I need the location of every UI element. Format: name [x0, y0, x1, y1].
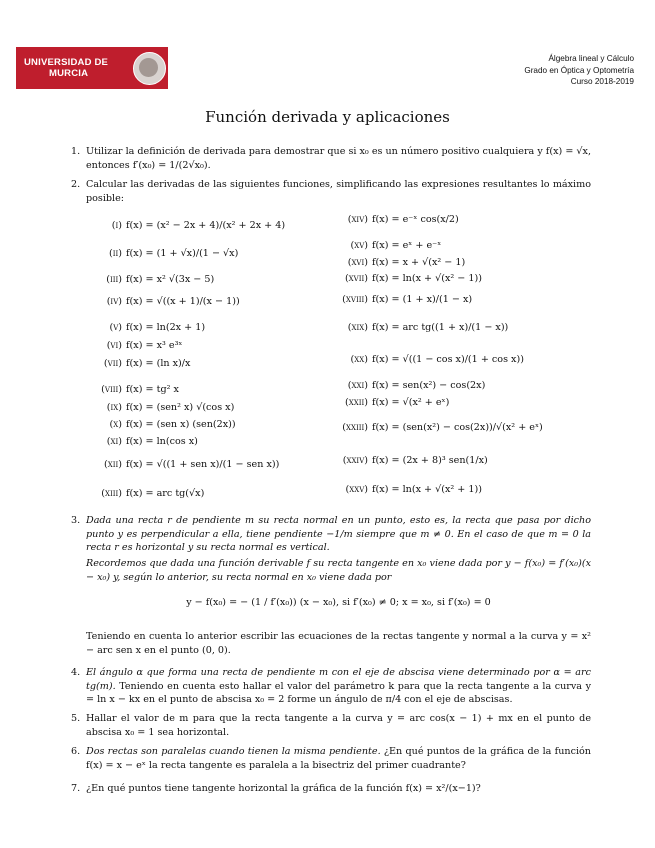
- function-expression: f(x) = e⁻ˣ cos(x/2): [372, 214, 459, 225]
- function-expression: f(x) = ln(x + √(x² + 1)): [372, 484, 482, 495]
- function-item: [92, 488, 204, 499]
- function-item: [92, 322, 205, 333]
- problem-text: Utilizar la definición de derivada para demostrar que si x₀ es un número positivo cualquiera y f(x) = √x, entonces f′(x₀) = 1/(2√x₀).: [86, 146, 591, 171]
- function-expression: f(x) = sen(x²) − cos(2x): [372, 380, 486, 391]
- function-item: [338, 257, 465, 268]
- function-label: (i): [111, 220, 122, 231]
- function-label: (iii): [106, 274, 122, 285]
- function-label: (viii): [101, 384, 122, 395]
- function-item: [338, 354, 524, 365]
- problem-number: 3.: [71, 515, 81, 526]
- degree-name: Grado en Óptica y Optometría: [524, 65, 634, 75]
- function-label: (ii): [108, 248, 122, 259]
- function-expression: f(x) = (ln x)/x: [126, 358, 191, 369]
- function-item: [338, 455, 488, 466]
- problem-7: [71, 782, 591, 796]
- function-label: (xxiv): [342, 455, 368, 466]
- function-label: (xxv): [345, 484, 368, 495]
- function-expression: f(x) = x² √(3x − 5): [126, 274, 215, 285]
- problem-text-2: Teniendo en cuenta esto hallar el valor del parámetro k para que la recta tangente a la curva y = ln x − kx en el punto de abscisa x₀ = 2 forme un ángulo de π/4 con el eje de abscisas.: [86, 680, 591, 705]
- problem-3-recall: Recordemos que dada una función derivable f su recta tangente en x₀ viene dada por y − f(x₀) = f′(x₀)(x − x₀) y, según lo anterior, su recta normal en x₀ viene dada por: [86, 558, 591, 583]
- function-label: (xxii): [345, 397, 368, 408]
- function-label: (xx): [350, 354, 368, 365]
- function-item: [92, 296, 240, 307]
- function-expression: f(x) = (sen x) (sen(2x)): [126, 419, 236, 430]
- function-label: (xvi): [347, 257, 368, 268]
- problem-3-task: Teniendo en cuenta lo anterior escribir las ecuaciones de la rectas tangente y normal a la curva y = x² − arc sen x en el punto (0, 0).: [86, 631, 591, 656]
- function-item: [338, 273, 482, 284]
- problem-text: El ángulo α que forma una recta de pendiente m con el eje de abscisa viene determinado por α = arc tg(m).: [86, 667, 591, 692]
- function-item: [338, 484, 482, 495]
- function-item: [92, 419, 236, 430]
- function-label: (x): [109, 419, 122, 430]
- function-item: [338, 294, 472, 305]
- function-expression: f(x) = (sen(x²) − cos(2x))/√(x² + eˣ): [372, 422, 543, 433]
- function-expression: f(x) = (1 + √x)/(1 − √x): [126, 248, 239, 259]
- function-item: [338, 322, 508, 333]
- function-item: [338, 397, 449, 408]
- function-expression: f(x) = ln(cos x): [126, 436, 198, 447]
- problem-number: 7.: [71, 783, 81, 794]
- problem-number: 2.: [71, 179, 81, 190]
- function-item: [92, 358, 190, 369]
- function-label: (vi): [106, 340, 122, 351]
- logo-text-line1: UNIVERSIDAD DE: [24, 57, 109, 68]
- problem-5: [71, 712, 591, 739]
- function-expression: f(x) = tg² x: [126, 384, 179, 395]
- problem-number: 4.: [71, 667, 81, 678]
- function-expression: f(x) = (x² − 2x + 4)/(x² + 2x + 4): [126, 220, 286, 231]
- function-label: (xix): [347, 322, 368, 333]
- problem-6: [71, 745, 591, 772]
- problem-number: 1.: [71, 146, 81, 157]
- problem-2: [71, 178, 591, 205]
- problem-number: 5.: [71, 713, 81, 724]
- function-item: [92, 248, 238, 259]
- function-expression: f(x) = √((1 − cos x)/(1 + cos x)): [372, 354, 524, 365]
- function-item: [92, 220, 285, 231]
- course-header: [524, 53, 634, 88]
- function-label: (xiii): [101, 488, 122, 499]
- course-year: Curso 2018-2019: [570, 77, 634, 86]
- function-label: (vii): [103, 358, 122, 369]
- problem-4: [71, 666, 591, 707]
- function-item: [338, 422, 543, 433]
- function-item: [92, 274, 214, 285]
- normal-line-formula: y − f(x₀) = − (1 / f′(x₀)) (x − x₀), si f′(x₀) ≠ 0; x = x₀, si f′(x₀) = 0: [186, 597, 491, 608]
- function-item: [92, 436, 198, 447]
- function-expression: f(x) = (sen² x) √(cos x): [126, 402, 235, 413]
- function-expression: f(x) = ln(x + √(x² − 1)): [372, 273, 482, 284]
- function-label: (xv): [350, 240, 368, 251]
- function-label: (xxi): [347, 380, 368, 391]
- function-expression: f(x) = arc tg(√x): [126, 488, 205, 499]
- page-title: Función derivada y aplicaciones: [205, 108, 450, 126]
- problem-1: [71, 145, 591, 172]
- function-expression: f(x) = √((x + 1)/(x − 1)): [126, 296, 240, 307]
- function-expression: f(x) = (2x + 8)³ sen(1/x): [372, 455, 488, 466]
- problem-text: Dos rectas son paralelas cuando tienen la misma pendiente.: [86, 746, 381, 757]
- function-label: (xii): [104, 459, 122, 470]
- function-label: (iv): [106, 296, 122, 307]
- function-label: (xviii): [342, 294, 368, 305]
- problem-text-2: ¿En qué puntos de la gráfica de la función f(x) = x − eˣ la recta tangente es paralela a la bisectriz del primer cuadrante?: [86, 746, 591, 771]
- function-item: [92, 384, 179, 395]
- function-label: (v): [109, 322, 122, 333]
- problem-text: Hallar el valor de m para que la recta tangente a la curva y = arc cos(x − 1) + mx en el punto de abscisa x₀ = 1 sea horizontal.: [86, 713, 591, 738]
- problem-3: [71, 514, 591, 555]
- function-expression: f(x) = √(x² + eˣ): [372, 397, 450, 408]
- problem-text: Dada una recta r de pendiente m su recta normal en un punto, esto es, la recta que pasa por dicho punto y es perpendicular a ella, tiene pendiente −1/m siempre que m ≠ 0. En el caso de que m = 0 la recta r es horizontal y su recta normal es vertical.: [86, 515, 591, 553]
- function-expression: f(x) = (1 + x)/(1 − x): [372, 294, 473, 305]
- function-item: [92, 402, 234, 413]
- function-label: (xvii): [344, 273, 368, 284]
- course-name: Álgebra lineal y Cálculo: [548, 54, 634, 63]
- problem-text: ¿En qué puntos tiene tangente horizontal la gráfica de la función f(x) = x²/(x−1)?: [86, 783, 481, 794]
- function-item: [338, 380, 485, 391]
- function-expression: f(x) = √((1 + sen x)/(1 − sen x)): [126, 459, 280, 470]
- function-expression: f(x) = arc tg((1 + x)/(1 − x)): [372, 322, 509, 333]
- function-expression: f(x) = x³ e³ˣ: [126, 340, 183, 351]
- function-label: (xxiii): [342, 422, 368, 433]
- function-label: (ix): [106, 402, 122, 413]
- university-logo: [16, 47, 168, 89]
- seal-inner-icon: [139, 58, 158, 77]
- problem-number: 6.: [71, 746, 81, 757]
- function-item: [92, 340, 182, 351]
- function-expression: f(x) = x + √(x² − 1): [372, 257, 466, 268]
- function-expression: f(x) = ln(2x + 1): [126, 322, 206, 333]
- function-item: [338, 214, 459, 225]
- function-label: (xiv): [347, 214, 368, 225]
- function-label: (xi): [106, 436, 122, 447]
- problem-text: Calcular las derivadas de las siguientes funciones, simplificando las expresiones resultantes lo máximo posible:: [86, 179, 591, 204]
- function-item: [338, 240, 441, 251]
- function-expression: f(x) = eˣ + e⁻ˣ: [372, 240, 442, 251]
- logo-text-line2: MURCIA: [49, 68, 89, 79]
- function-item: [92, 459, 279, 470]
